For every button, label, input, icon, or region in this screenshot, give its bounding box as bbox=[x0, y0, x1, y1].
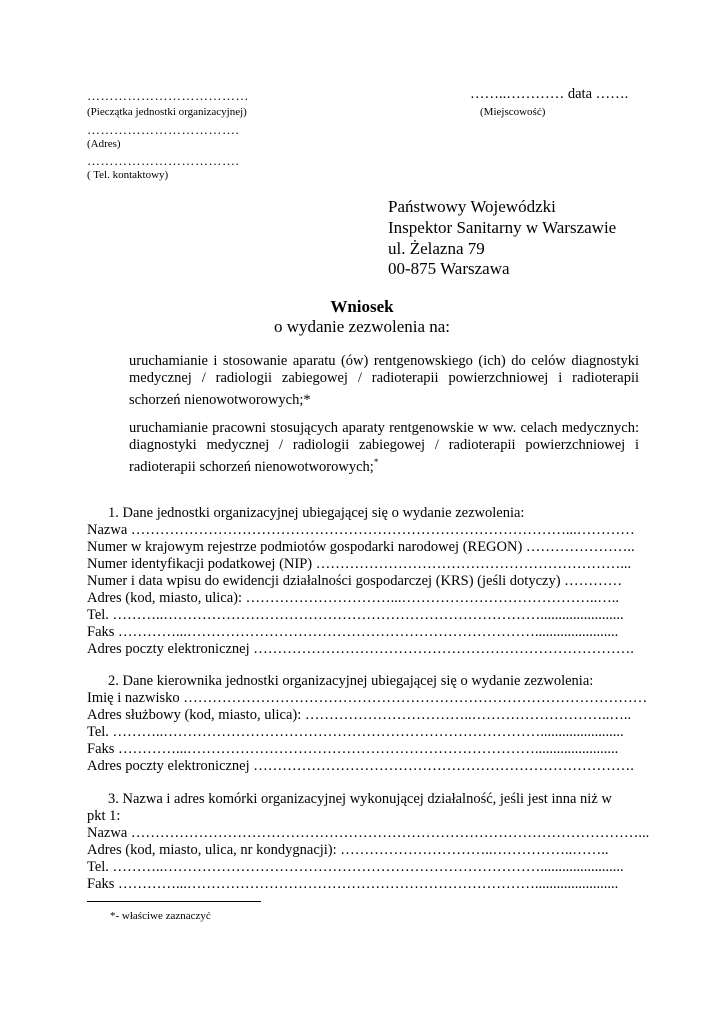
place-label: (Miejscowość) bbox=[480, 106, 546, 118]
section-3-field-name[interactable]: Nazwa ……………………………………………………………………………………………... bbox=[87, 825, 650, 841]
address-label: (Adres) bbox=[87, 138, 121, 150]
place-date-line: ……..………… data ……. bbox=[470, 86, 629, 102]
option-1-text bbox=[129, 353, 639, 409]
option-2-text bbox=[129, 420, 639, 476]
document-title: Wniosek bbox=[330, 297, 394, 316]
section-1-field-phone[interactable]: Tel. ………..……………………………………………………………………....................... bbox=[87, 607, 624, 623]
section-1-field-krs[interactable]: Numer i data wpisu do ewidencji działalności gospodarczej (KRS) (jeśli dotyczy) ………… bbox=[87, 573, 623, 589]
recipient-line-2: Inspektor Sanitarny w Warszawie bbox=[388, 218, 617, 237]
section-2-field-phone[interactable]: Tel. ………..……………………………………………………………………....................... bbox=[87, 724, 624, 740]
section-1-field-fax[interactable]: Faks …………...………………………………………………………………....................... bbox=[87, 624, 619, 640]
recipient-line-1: Państwowy Wojewódzki bbox=[388, 197, 556, 216]
stamp-dots: ……………………………… bbox=[87, 88, 249, 103]
section-3-field-fax[interactable]: Faks …………...………………………………………………………………....................... bbox=[87, 876, 619, 892]
section-1-field-nip[interactable]: Numer identyfikacji podatkowej (NIP) ………………………………………………………... bbox=[87, 556, 632, 572]
option-2-marker: * bbox=[373, 457, 379, 467]
section-2-field-fax[interactable]: Faks …………...………………………………………………………………....................... bbox=[87, 741, 619, 757]
section-2-field-address[interactable]: Adres służbowy (kod, miasto, ulica): ……………………………..………………………..….. bbox=[87, 707, 632, 723]
address-dots: ……………………………. bbox=[87, 122, 240, 137]
document-subtitle: o wydanie zezwolenia na: bbox=[273, 317, 451, 336]
footnote-text: *- właściwe zaznaczyć bbox=[110, 910, 211, 922]
recipient-line-4: 00-875 Warszawa bbox=[388, 259, 510, 278]
section-1-heading: 1. Dane jednostki organizacyjnej ubiegającej się o wydanie zezwolenia: bbox=[108, 505, 525, 521]
footnote-divider bbox=[87, 901, 261, 902]
section-1-field-name[interactable]: Nazwa ………………………………………………………………………………...………… bbox=[87, 522, 635, 538]
phone-dots: ……………………………. bbox=[87, 153, 240, 168]
section-2-heading: 2. Dane kierownika jednostki organizacyjnej ubiegającej się o wydanie zezwolenia: bbox=[108, 673, 594, 689]
section-3-field-address[interactable]: Adres (kod, miasto, ulica, nr kondygnacji): …………………………..……………..…….. bbox=[87, 842, 609, 858]
section-3-heading-cont: pkt 1: bbox=[87, 808, 121, 824]
section-3-heading: 3. Nazwa i adres komórki organizacyjnej wykonującej działalność, jeśli jest inna niż w bbox=[108, 791, 612, 807]
section-3-field-phone[interactable]: Tel. ………..……………………………………………………………………....................... bbox=[87, 859, 624, 875]
section-1-field-email[interactable]: Adres poczty elektronicznej ……………………………………………………………………. bbox=[87, 641, 634, 657]
stamp-label: (Pieczątka jednostki organizacyjnej) bbox=[87, 106, 247, 118]
section-2-field-email[interactable]: Adres poczty elektronicznej ……………………………………………………………………. bbox=[87, 758, 634, 774]
section-2-field-fullname[interactable]: Imię i nazwisko …………………………………………………………………………………… bbox=[87, 690, 648, 706]
phone-label: ( Tel. kontaktowy) bbox=[87, 169, 169, 181]
section-1-field-regon[interactable]: Numer w krajowym rejestrze podmiotów gospodarki narodowej (REGON) ………………….. bbox=[87, 539, 635, 555]
section-1-field-address[interactable]: Adres (kod, miasto, ulica): …………………………...…………………………………..….. bbox=[87, 590, 620, 606]
option-1-label: uruchamianie i stosowanie aparatu (ów) rentgenowskiego (ich) do celów diagnostyki medycznej / radiologii zabiegowej / radioterapii powierzchniowej i radioterapii schorzeń nienowotworowych;* bbox=[129, 353, 639, 408]
option-2-label: uruchamianie pracowni stosujących aparaty rentgenowskie w ww. celach medycznych: diagnostyki medycznej / radiologii zabiegowej / radioterapii powierzchniowej i radioterapii schorzeń nienowotworowych; bbox=[129, 420, 639, 475]
recipient-line-3: ul. Żelazna 79 bbox=[388, 239, 485, 258]
